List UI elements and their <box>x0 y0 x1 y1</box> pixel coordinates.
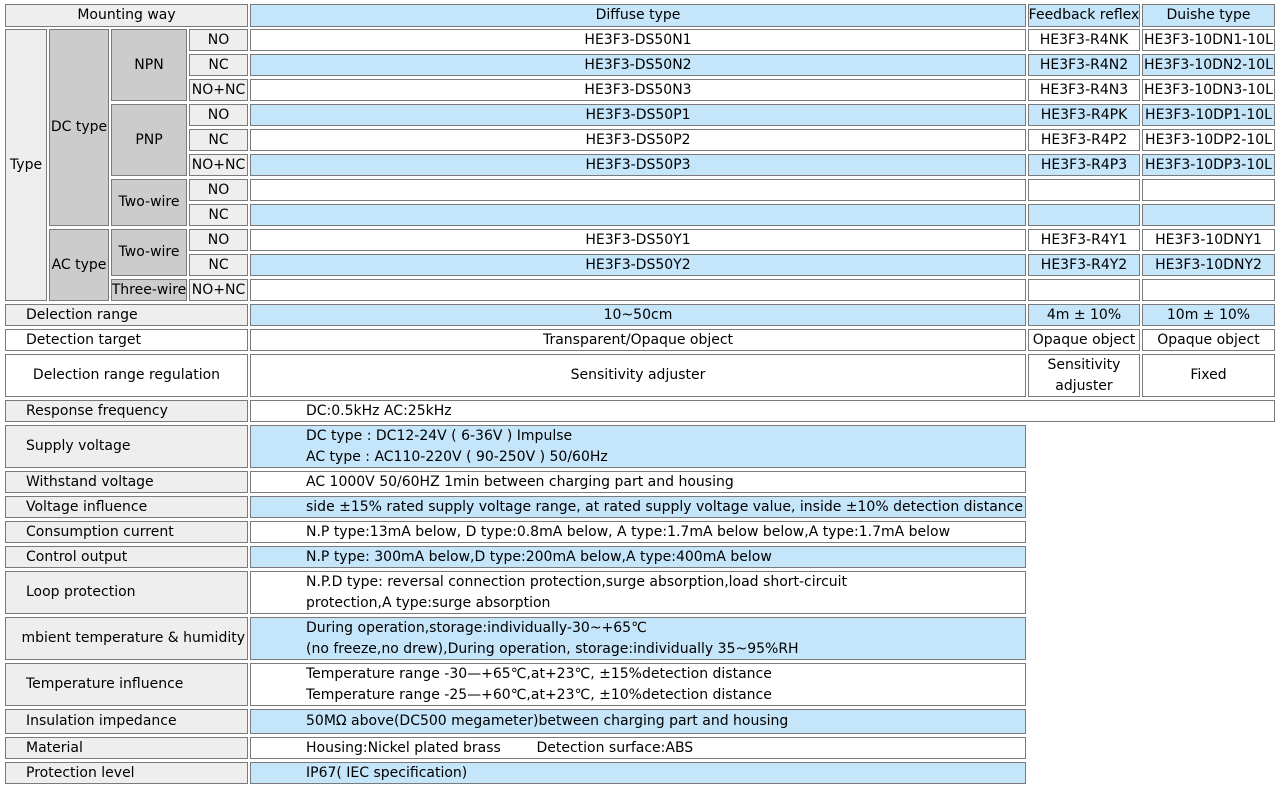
model-cell-duishe: HE3F3-10DN1-10L <box>1142 29 1275 51</box>
duishe-type-label: Duishe type <box>1166 7 1251 23</box>
model-cell-diffuse <box>250 179 1026 201</box>
dc-type-label: DC type <box>50 119 108 135</box>
spec-value: N.P type:13mA below, D type:0.8mA below, A type:1.7mA below below,A type:1.7mA below <box>250 521 1026 543</box>
model-cell-diffuse: HE3F3-DS50P2 <box>250 129 1026 151</box>
output-mode-cell <box>189 79 248 101</box>
output-mode-cell <box>189 179 248 201</box>
spec-label: Consumption current <box>5 521 248 543</box>
type-label: Type <box>9 156 43 173</box>
spec-label: Supply voltage <box>5 425 248 468</box>
spec-value-line: protection,A type:surge absorption <box>306 594 551 611</box>
model-cell-duishe: HE3F3-10DP2-10L <box>1142 129 1275 151</box>
spec-value: 10m ± 10% <box>1142 304 1275 326</box>
spec-value: Housing:Nickel plated brass Detection surface:ABS <box>250 737 1026 759</box>
output-mode-cell <box>189 154 248 176</box>
type-group-cell <box>5 29 47 301</box>
npn-label: NPN <box>134 56 164 73</box>
spec-label: Control output <box>5 546 248 568</box>
output-mode-label: NO <box>207 31 230 48</box>
output-mode-label: NC <box>208 56 229 73</box>
model-cell-diffuse: HE3F3-DS50N2 <box>250 54 1026 76</box>
output-mode-cell <box>189 54 248 76</box>
diffuse-type-header <box>250 4 1026 27</box>
output-mode-label: NO <box>207 181 230 198</box>
model-cell-duishe <box>1142 179 1275 201</box>
pnp-label: PNP <box>135 131 163 148</box>
spec-value: IP67( IEC specification) <box>250 762 1026 784</box>
feedback-reflex-header <box>1028 4 1140 27</box>
spec-value-line: Temperature range -30—+65℃,at+23℃, ±15%detection distance <box>306 665 772 682</box>
model-cell-feedback: HE3F3-R4P3 <box>1028 154 1140 176</box>
spec-value <box>250 571 1026 614</box>
spec-value: Opaque object <box>1028 329 1140 351</box>
spec-value: 50MΩ above(DC500 megameter)between charging part and housing <box>250 709 1026 734</box>
output-mode-label: NO+NC <box>191 81 246 98</box>
spec-value: AC 1000V 50/60HZ 1min between charging part and housing <box>250 471 1026 493</box>
model-cell-feedback: HE3F3-R4P2 <box>1028 129 1140 151</box>
spec-label: mbient temperature & humidity <box>5 617 248 660</box>
spec-value-line: During operation,storage:individually-30~+65℃ <box>306 619 647 636</box>
model-cell-duishe: HE3F3-10DN2-10L <box>1142 54 1275 76</box>
spec-label: Delection range <box>5 304 248 326</box>
diffuse-type-label: Diffuse type <box>595 7 681 23</box>
model-cell-feedback: HE3F3-R4PK <box>1028 104 1140 126</box>
model-cell-diffuse: HE3F3-DS50P1 <box>250 104 1026 126</box>
output-mode-cell <box>189 204 248 226</box>
spec-value-line: (no freeze,no drew),During operation, storage:individually 35~95%RH <box>306 640 799 657</box>
model-cell-duishe <box>1142 204 1275 226</box>
ac-type-cell <box>49 229 109 301</box>
three-wire-cell <box>111 279 187 301</box>
spec-label: Loop protection <box>5 571 248 614</box>
spec-label: Detection target <box>5 329 248 351</box>
spec-value: Opaque object <box>1142 329 1275 351</box>
spec-value-line: adjuster <box>1055 377 1113 394</box>
ac-type-label: AC type <box>51 256 107 273</box>
spec-label: Protection level <box>5 762 248 784</box>
output-mode-label: NC <box>208 131 229 148</box>
output-mode-label: NO <box>207 106 230 123</box>
model-cell-feedback: HE3F3-R4Y1 <box>1028 229 1140 251</box>
spec-value <box>1028 354 1140 397</box>
model-cell-duishe: HE3F3-10DN3-10L <box>1142 79 1275 101</box>
spec-value: DC:0.5kHz AC:25kHz <box>250 400 1275 422</box>
output-mode-label: NO <box>207 231 230 248</box>
spec-value-line: N.P.D type: reversal connection protection,surge absorption,load short-circuit <box>306 573 848 590</box>
output-mode-label: NC <box>208 256 229 273</box>
npn-cell <box>111 29 187 101</box>
output-mode-cell <box>189 229 248 251</box>
model-cell-feedback <box>1028 204 1140 226</box>
ac-two-wire-cell <box>111 229 187 276</box>
model-cell-diffuse: HE3F3-DS50N3 <box>250 79 1026 101</box>
spec-value: 4m ± 10% <box>1028 304 1140 326</box>
spec-value-line: Temperature range -25—+60℃,at+23℃, ±10%detection distance <box>306 686 772 703</box>
spec-value-line: Sensitivity <box>1047 356 1121 373</box>
spec-value: Sensitivity adjuster <box>250 354 1026 397</box>
model-cell-duishe: HE3F3-10DNY1 <box>1142 229 1275 251</box>
mounting-way-header <box>5 4 248 27</box>
ac-two-wire-label: Two-wire <box>118 244 180 260</box>
spec-value: N.P type: 300mA below,D type:200mA below,A type:400mA below <box>250 546 1026 568</box>
spec-value: side ±15% rated supply voltage range, at rated supply voltage value, inside ±10% detection distance <box>250 496 1026 518</box>
model-cell-diffuse <box>250 204 1026 226</box>
duishe-type-header <box>1142 4 1275 27</box>
spec-value <box>250 425 1026 468</box>
model-cell-feedback <box>1028 279 1140 301</box>
model-cell-feedback <box>1028 179 1140 201</box>
model-cell-diffuse <box>250 279 1026 301</box>
dc-two-wire-label: Two-wire <box>118 194 180 210</box>
feedback-reflex-label: Feedback reflex <box>1028 7 1140 23</box>
model-cell-duishe: HE3F3-10DP1-10L <box>1142 104 1275 126</box>
spec-value <box>250 663 1026 706</box>
output-mode-label: NC <box>208 206 229 223</box>
output-mode-cell <box>189 104 248 126</box>
spec-label: Withstand voltage <box>5 471 248 493</box>
model-cell-feedback: HE3F3-R4N3 <box>1028 79 1140 101</box>
spec-label: Material <box>5 737 248 759</box>
spec-label: Delection range regulation <box>5 354 248 397</box>
model-cell-duishe <box>1142 279 1275 301</box>
model-cell-diffuse: HE3F3-DS50Y1 <box>250 229 1026 251</box>
three-wire-label: Three-wire <box>111 281 187 298</box>
spec-label: Temperature influence <box>5 663 248 706</box>
output-mode-cell <box>189 129 248 151</box>
spec-label: Response frequency <box>5 400 248 422</box>
spec-value-line: DC type : DC12-24V ( 6-36V ) Impulse <box>306 427 573 444</box>
mounting-way-label: Mounting way <box>77 7 176 23</box>
output-mode-cell <box>189 29 248 51</box>
model-cell-feedback: HE3F3-R4Y2 <box>1028 254 1140 276</box>
dc-type-cell <box>49 29 109 226</box>
model-cell-diffuse: HE3F3-DS50N1 <box>250 29 1026 51</box>
spec-label: Voltage influence <box>5 496 248 518</box>
spec-value-line: AC type : AC110-220V ( 90-250V ) 50/60Hz <box>306 448 608 465</box>
output-mode-label: NO+NC <box>191 156 246 173</box>
model-cell-feedback: HE3F3-R4N2 <box>1028 54 1140 76</box>
output-mode-cell <box>189 254 248 276</box>
model-cell-diffuse: HE3F3-DS50P3 <box>250 154 1026 176</box>
model-cell-feedback: HE3F3-R4NK <box>1028 29 1140 51</box>
spec-label: Insulation impedance <box>5 709 248 734</box>
model-cell-diffuse: HE3F3-DS50Y2 <box>250 254 1026 276</box>
spec-value: 10~50cm <box>250 304 1026 326</box>
spec-value: Transparent/Opaque object <box>250 329 1026 351</box>
model-cell-duishe: HE3F3-10DNY2 <box>1142 254 1275 276</box>
output-mode-label: NO+NC <box>191 281 246 298</box>
spec-value: Fixed <box>1142 354 1275 397</box>
model-cell-duishe: HE3F3-10DP3-10L <box>1142 154 1275 176</box>
dc-two-wire-cell <box>111 179 187 226</box>
spec-value <box>250 617 1026 660</box>
pnp-cell <box>111 104 187 176</box>
output-mode-cell <box>189 279 248 301</box>
